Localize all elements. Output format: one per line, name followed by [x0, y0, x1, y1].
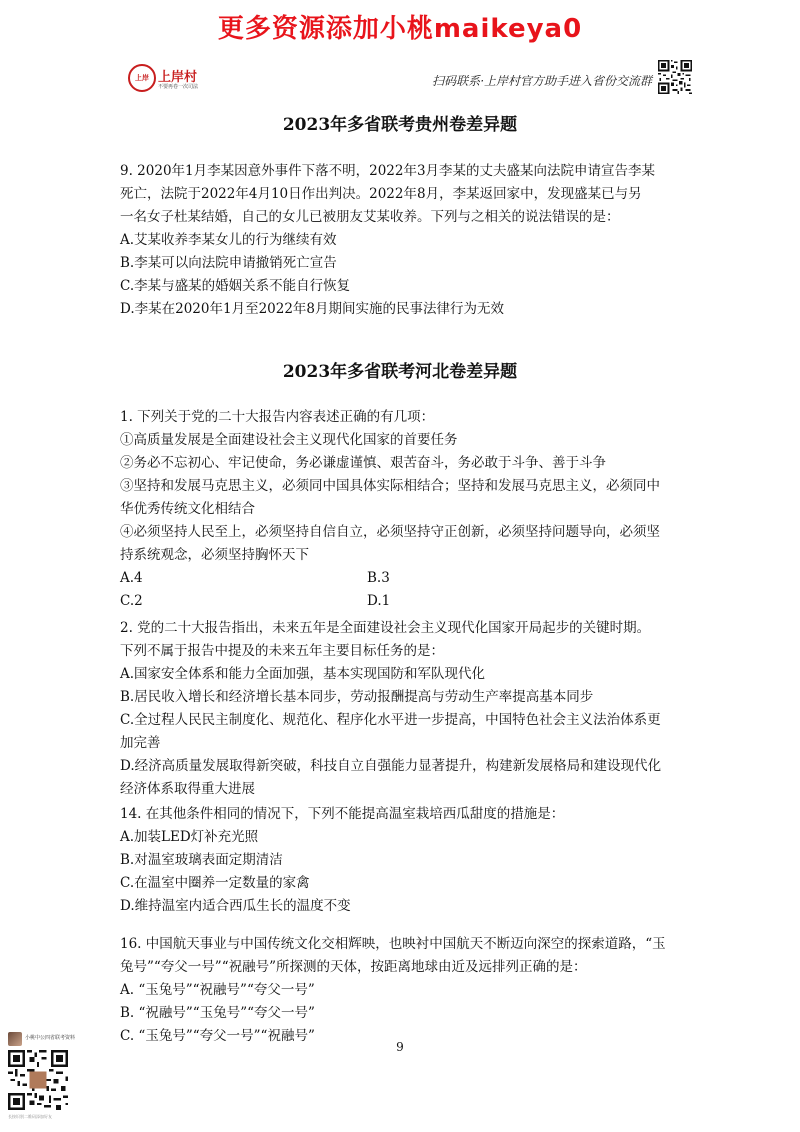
statement-1: ①高质量发展是全面建设社会主义现代化国家的首要任务 [120, 432, 458, 448]
question-9 [120, 160, 682, 321]
section-title-guizhou: 2023年多省联考贵州卷差异题 [282, 115, 518, 135]
option-a: A.艾某收养李某女儿的行为继续有效 [120, 232, 337, 248]
question-stem-line: 2. 党的二十大报告指出，未来五年是全面建设社会主义现代化国家开局起步的关键时期。 [120, 620, 651, 636]
side-caption: 小桃中公四省联考资料 [25, 1035, 76, 1041]
section-title-hebei: 2023年多省联考河北卷差异题 [282, 362, 518, 382]
question-stem-line: 1. 下列关于党的二十大报告内容表述正确的有几项： [120, 409, 435, 425]
option-c: C.在温室中圈养一定数量的家禽 [120, 875, 310, 891]
qr-code-icon [658, 60, 692, 94]
contact-text: 扫码联系·上岸村官方助手进入省份交流群 [432, 74, 652, 88]
question-stem-line: 9. 2020年1月李某因意外事件下落不明，2022年3月李某的丈夫盛某向法院申请宣告李某 [120, 163, 656, 179]
logo-name: 上岸村 [158, 70, 198, 85]
option-a: A.国家安全体系和能力全面加强，基本实现国防和军队现代化 [120, 666, 486, 682]
option-c-cont: 加完善 [120, 735, 161, 751]
logo-seal: 上岸 [128, 64, 156, 92]
question-1 [120, 406, 682, 613]
logo [128, 64, 208, 94]
question-14 [120, 803, 682, 918]
question-stem-line: 16. 中国航天事业与中国传统文化交相辉映，也映衬中国航天不断迈向深空的探索道路，“玉 [120, 936, 666, 952]
watermark-banner: 更多资源添加小桃maikeya0 [217, 14, 583, 44]
option-d: D.经济高质量发展取得新突破，科技自立自强能力显著提升，构建新发展格局和建设现代化 [120, 758, 662, 774]
question-stem-line: 一名女子杜某结婚，自己的女儿已被朋友艾某收养。下列与之相关的说法错误的是： [120, 209, 620, 225]
option-b: B.对温室玻璃表面定期清洁 [120, 852, 283, 868]
option-d-cont: 经济体系取得重大进展 [120, 781, 255, 797]
option-d: D.维持温室内适合西瓜生长的温度不变 [120, 898, 351, 914]
question-stem-line: 下列不属于报告中提及的未来五年主要目标任务的是： [120, 643, 444, 659]
statement-4: ④必须坚持人民至上，必须坚持自信自立，必须坚持守正创新，必须坚持问题导向，必须坚 [120, 524, 660, 540]
question-stem-line: 死亡，法院于2022年4月10日作出判决。2022年8月，李某返回家中，发现盛某已与另 [120, 186, 642, 202]
option-c: C.全过程人民民主制度化、规范化、程序化水平进一步提高，中国特色社会主义法治体系更 [120, 712, 661, 728]
side-footer: 长按识别二维码添加好友 [8, 1114, 52, 1119]
option-a: A.4 [120, 570, 143, 586]
statement-3: ③坚持和发展马克思主义，必须同中国具体实际相结合；坚持和发展马克思主义，必须同中 [120, 478, 660, 494]
option-b: B.居民收入增长和经济增长基本同步，劳动报酬提高与劳动生产率提高基本同步 [120, 689, 594, 705]
option-c: C.李某与盛某的婚姻关系不能自行恢复 [120, 278, 351, 294]
option-a: A.加装LED灯补充光照 [120, 829, 259, 845]
question-2 [120, 617, 682, 801]
option-d: D.1 [367, 593, 391, 609]
option-b: B.李某可以向法院申请撤销死亡宣告 [120, 255, 337, 271]
logo-slogan: 不要再卷一次司法 [158, 84, 199, 90]
option-b: B. “祝融号”“玉兔号”“夸父一号” [120, 1005, 315, 1021]
option-a: A. “玉兔号”“祝融号”“夸父一号” [120, 982, 315, 998]
page-number: 9 [396, 1040, 404, 1054]
option-d: D.李某在2020年1月至2022年8月期间实施的民事法律行为无效 [120, 301, 505, 317]
question-16 [120, 933, 682, 1048]
question-stem-line: 14. 在其他条件相同的情况下，下列不能提高温室栽培西瓜甜度的措施是： [120, 806, 565, 822]
option-c: C.2 [120, 593, 143, 609]
option-b: B.3 [367, 570, 390, 586]
statement-2: ②务必不忘初心、牢记使命，务必谦虚谨慎、艰苦奋斗，务必敢于斗争、善于斗争 [120, 455, 606, 471]
qr-code-icon [8, 1050, 68, 1110]
statement-4-cont: 持系统观念，必须坚持胸怀天下 [120, 547, 309, 563]
options-row [120, 590, 682, 613]
option-c: C. “玉兔号”“夸父一号”“祝融号” [120, 1028, 315, 1044]
avatar [8, 1032, 22, 1046]
question-stem-line: 兔号”“夸父一号”“祝融号”所探测的天体，按距离地球由近及远排列正确的是： [120, 959, 587, 975]
options-row [120, 567, 682, 590]
statement-3-cont: 华优秀传统文化相结合 [120, 501, 255, 517]
